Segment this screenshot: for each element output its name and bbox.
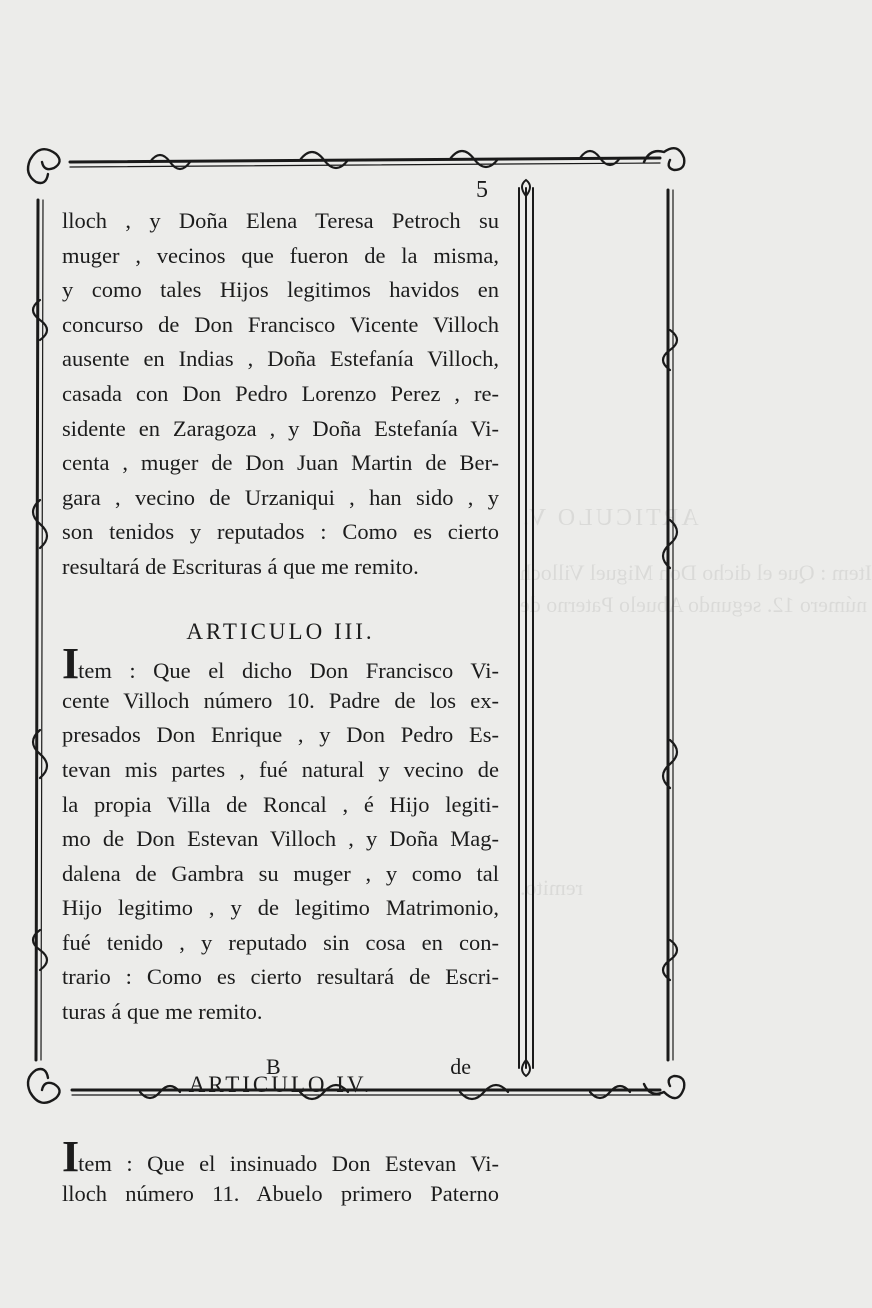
drop-cap: I [62,639,79,689]
text-line: concurso de Don Francisco Vicente Villoch [62,311,499,337]
page-number: 5 [476,177,488,203]
text-line: centa , muger de Don Juan Martin de Ber- [62,450,499,476]
text-line: fué tenido , y reputado sin cosa en con- [62,929,499,955]
show-through-text: ARTICULO V. [520,505,699,531]
catchword: de [450,1054,471,1079]
articulo-ii-continuation [62,204,499,585]
signature-mark: B [266,1054,281,1079]
text-line: muger , vecinos que fueron de la misma, [62,242,499,268]
article-heading: ARTICULO IV. [188,1071,373,1097]
text-line: gara , vecino de Urzaniqui , han sido , y [62,484,499,510]
text-line: sidente en Zaragoza , y Doña Estefanía Vi- [62,415,499,441]
text-line: resultará de Escrituras á que me remito. [62,553,419,579]
show-through-text: número 12. segundo Abuelo Paterno de [520,592,868,617]
show-through-text: remito. [520,875,583,900]
text-line: la propia Villa de Roncal , é Hijo legiti- [62,791,499,817]
show-through-text: Item : Que el dicho Don Miguel Villoch [520,560,872,585]
text-line: casada con Don Pedro Lorenzo Perez , re- [62,380,499,406]
text-line: lloch número 11. Abuelo primero Paterno [62,1180,499,1206]
text-line: lloch , y Doña Elena Teresa Petroch su [62,208,499,233]
articulo-iii-body [62,639,499,1030]
text-line: mo de Don Estevan Villoch , y Doña Mag- [62,826,499,852]
text-line: ausente en Indias , Doña Estefanía Villoch, [62,346,499,372]
text-line: turas á que me remito. [62,999,263,1025]
articulo-iv-body [62,1132,499,1211]
text-line: y como tales Hijos legitimos havidos en [62,277,499,303]
text-line: trario : Como es cierto resultará de Escri- [62,964,499,990]
text-line [62,639,499,689]
text-line [62,1132,499,1182]
drop-cap: I [62,1132,79,1182]
text-line: tevan mis partes , fué natural y vecino de [62,756,499,782]
text-line: dalena de Gambra su muger , y como tal [62,860,499,886]
article-heading: ARTICULO III. [186,618,375,644]
text-line: Hijo legitimo , y de legitimo Matrimonio, [62,895,499,921]
text-line: son tenidos y reputados : Como es cierto [62,519,499,545]
text-line-rest: tem : Que el dicho Don Francisco Vi- [78,658,499,684]
text-line: cente Villoch número 10. Padre de los ex- [62,687,499,713]
text-line: presados Don Enrique , y Don Pedro Es- [62,722,499,748]
text-line-rest: tem : Que el insinuado Don Estevan Vi- [78,1151,499,1177]
page-footer [62,1054,499,1084]
